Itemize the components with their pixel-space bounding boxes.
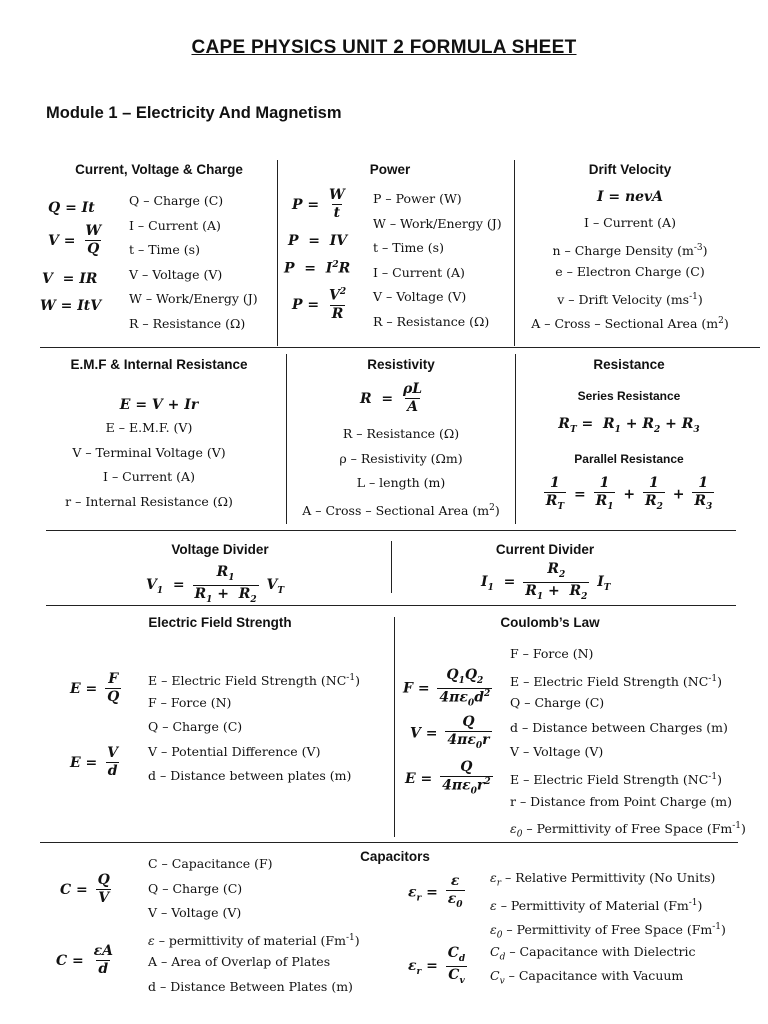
desc-item: d – Distance between plates (m) [148,768,352,784]
formula-p-w-t: P = $\frac{W}{t}$ [292,187,345,222]
section-heading-current-divider: Current Divider [495,542,595,557]
desc-item: R – Resistance (Ω) [342,426,460,441]
section-heading-drift: Drift Velocity [588,162,672,177]
divider [514,160,515,346]
desc-list-power [373,187,502,335]
desc-item: r – Distance from Point Charge (m) [510,793,732,809]
desc-item: n – Charge Density $(m^{-3})$ [552,242,708,258]
desc-item: V – Terminal Voltage (V) [72,444,226,460]
desc-item: Q – Charge (C) [148,880,243,896]
desc-item: e – Electron Charge (C) [555,264,705,280]
desc-item: $\varepsilon_r$ – Relative Permittivity (No Units) [490,870,716,889]
desc-item: I – Current (A) [129,217,221,233]
desc-item: V – Potential Difference (V) [148,743,321,759]
formula-parallel: $\frac{1}{R_T}$ = $\frac{1}{R_1}$ + $\frac{1}{R_2}$ + $\frac{1}{R_3}$ [545,475,713,513]
desc-item: E – Electric Field Strength $(NC^{-1})$ [148,673,360,689]
formula-w-itv: W = ItV [40,298,102,314]
desc-item: Q – Charge (C) [510,695,605,711]
desc-item: t – Time (s) [129,242,200,258]
section-heading-power: Power [369,162,411,177]
desc-item: I – Current (A) [373,264,465,280]
desc-item: E – Electric Field Strength $(NC^{-1})$ [510,771,722,788]
desc-item: F – Force (N) [510,646,594,661]
divider [40,347,760,348]
desc-item: E – E.M.F. (V) [105,420,193,435]
section-heading-coulomb: Coulomb’s Law [500,615,600,630]
desc-list-resistivity [290,422,512,520]
formula-e-v-d: E = $\frac{V}{d}$ [70,745,119,780]
desc-item: ε – Permittivity of Material $(Fm^{-1})$ [490,897,703,913]
desc-item: r – Internal Resistance (Ω) [65,493,233,509]
formula-p-i2r: $P = I^2R$ [284,260,351,277]
desc-list-capacitors-right [490,866,726,989]
desc-item: W – Work/Energy (J) [129,291,258,307]
divider [46,530,736,531]
desc-item: I – Current (A) [103,469,195,485]
desc-item: C – Capacitance (F) [148,856,273,871]
desc-list-drift [520,211,740,334]
formula-q-it: Q = It [48,200,95,216]
desc-item: P – Power (W) [373,191,462,206]
divider [391,541,392,593]
desc-item: V – Voltage (V) [148,905,242,921]
desc-list-emf [44,416,254,514]
section-heading-resistance: Resistance [593,357,665,372]
desc-item: R – Resistance (Ω) [373,313,490,329]
desc-item: d – Distance Between Plates (m) [148,978,353,994]
formula-epsr-cd-cv: $\varepsilon_r$ = $\frac{C_d}{C_v}$ [408,945,466,986]
desc-item: ε – permittivity of material $(Fm^{-1})$ [148,932,360,948]
desc-item: $C_d$ – Capacitance with Dielectric [490,943,696,963]
desc-item: V – Voltage (V) [510,744,604,760]
desc-item: R – Resistance (Ω) [129,315,246,331]
section-heading-capacitors: Capacitors [360,849,430,864]
formula-e-v-ir: E = V + Ir [119,397,199,413]
desc-list-efield [148,666,360,789]
desc-item: V – Voltage (V) [129,266,223,282]
divider [40,842,738,843]
divider [277,160,278,346]
formula-v-coulomb: V = $\frac{Q}{4\pi\varepsilon_0r}$ [410,714,490,752]
desc-item: E – Electric Field Strength $(NC^{-1})$ [510,673,722,689]
formula-voltage-divider: $V_1$ = $\frac{R_1}{R_1 + R_2}$ $V_T$ [146,564,285,605]
section-heading-current: Current, Voltage & Charge [75,162,243,177]
desc-item: v – Drift Velocity $(ms^{-1})$ [557,291,703,307]
divider [394,617,395,837]
desc-item: t – Time (s) [373,240,444,256]
desc-item: $C_v$ – Capacitance with Vacuum [490,968,684,987]
desc-item: F – Force (N) [148,694,232,710]
section-heading-resistivity: Resistivity [367,357,435,372]
desc-list-capacitors-left [148,852,360,1000]
formula-r-rhoL-A: R = $\frac{\rho L}{A}$ [360,381,423,416]
desc-item: ρ – Resistivity (Ωm) [339,450,463,466]
formula-epsr-eps-eps0: $\varepsilon_r$ = $\frac{\varepsilon}{\varepsilon_0}$ [408,873,463,911]
formula-v-ir: V = IR [42,271,98,287]
desc-item: Q – Charge (C) [129,193,224,208]
desc-item: W – Work/Energy (J) [373,215,502,231]
formula-f-coulomb: F = $\frac{Q_1Q_2}{4\pi\varepsilon_0d^2}$ [403,667,491,709]
desc-list-current [129,189,258,337]
divider [515,354,516,524]
desc-item: I – Current (A) [584,215,676,230]
formula-v-w-q: V = $\frac{W}{Q}$ [48,223,102,258]
desc-item: A – Area of Overlap of Plates [148,954,331,970]
formula-c-q-v: C = $\frac{Q}{V}$ [60,872,110,907]
desc-item: Q – Charge (C) [148,719,243,735]
desc-list-coulomb [510,642,746,839]
desc-item: d – Distance between Charges (m) [510,719,728,735]
series-resistance-label: Series Resistance [577,389,681,403]
module-heading: Module 1 – Electricity And Magnetism [46,104,342,122]
formula-series: $R_T = R_1 + R_2 + R_3$ [558,416,700,435]
formula-c-epsA-d: C = $\frac{\varepsilon A}{d}$ [56,943,113,978]
desc-item: L – length (m) [356,475,446,491]
divider [286,354,287,524]
formula-e-coulomb: E = $\frac{Q}{4\pi\varepsilon_0r^2}$ [405,759,491,797]
desc-item: A – Cross – Sectional Area $(m^2)$ [531,316,729,332]
desc-item: A – Cross – Sectional Area $(m^2)$ [302,502,500,518]
page-title: CAPE PHYSICS UNIT 2 FORMULA SHEET [191,37,577,58]
desc-item: $\varepsilon_0$ – Permittivity of Free Space $(Fm^{-1})$ [490,922,726,941]
section-heading-voltage-divider: Voltage Divider [171,542,269,557]
section-heading-efield: Electric Field Strength [148,615,292,630]
desc-item: V – Voltage (V) [373,289,467,305]
formula-current-divider: $I_1$ = $\frac{R_2}{R_1 + R_2}$ $I_T$ [481,561,611,602]
formula-e-f-q: E = $\frac{F}{Q}$ [70,671,120,706]
formula-p-iv: P = IV [288,233,348,249]
desc-item: $\varepsilon_0$ – Permittivity of Free Space $(Fm^{-1})$ [510,821,746,840]
section-heading-emf: E.M.F & Internal Resistance [70,357,248,372]
parallel-resistance-label: Parallel Resistance [574,452,684,466]
formula-i-nevA: I = nevA [596,189,664,205]
formula-p-v2-r: P = $\frac{V^2}{R}$ [292,287,347,323]
